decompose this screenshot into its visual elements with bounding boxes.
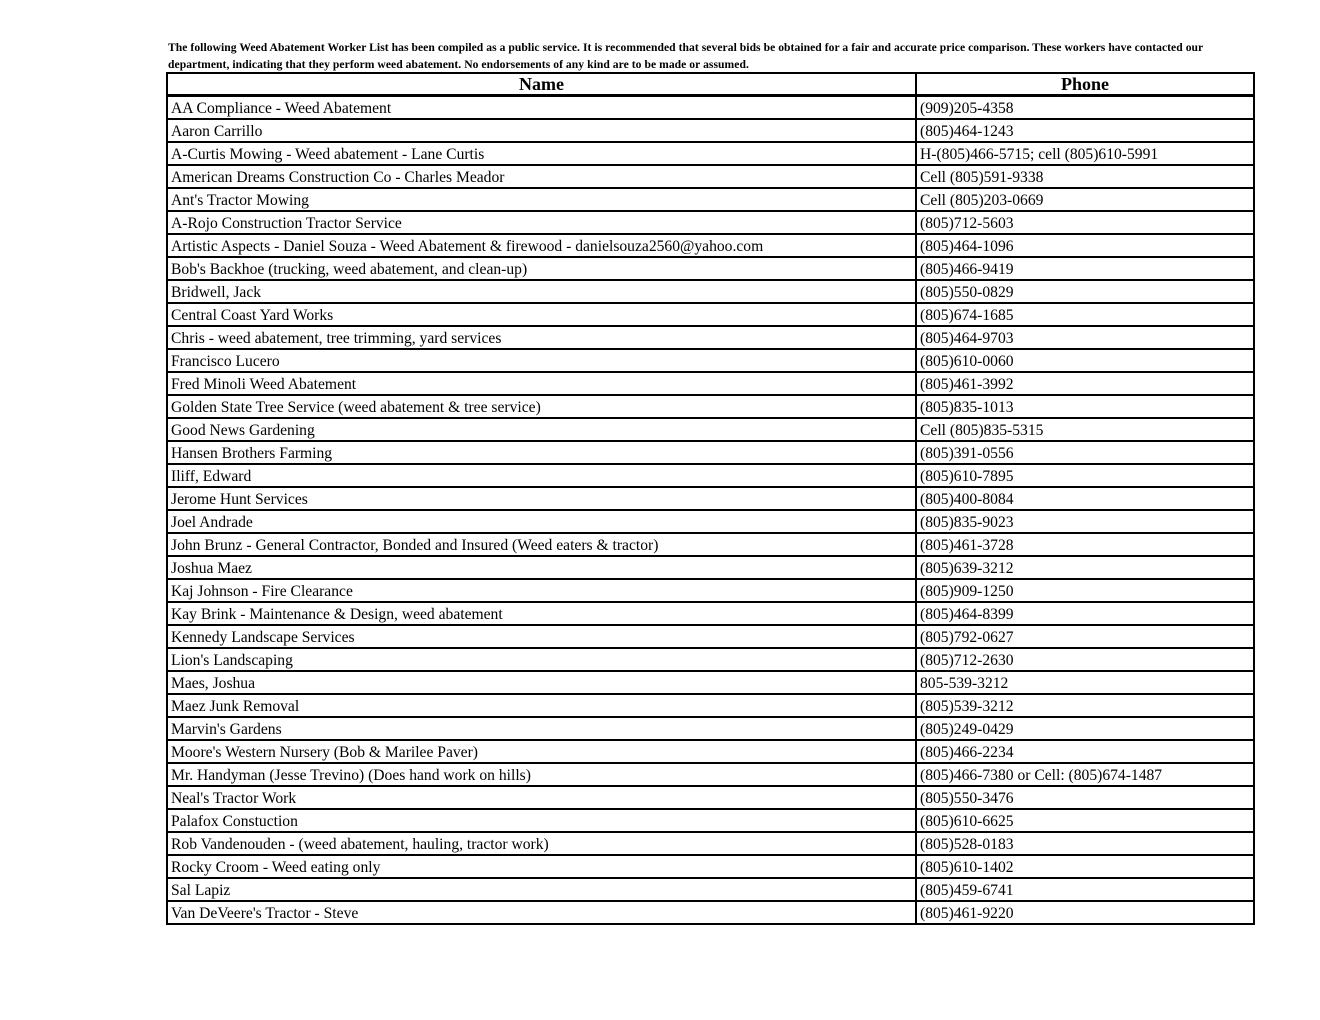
- worker-name-cell: Van DeVeere's Tractor - Steve: [167, 901, 916, 924]
- worker-name-cell: A-Rojo Construction Tractor Service: [167, 211, 916, 234]
- worker-phone-cell: (805)461-9220: [916, 901, 1254, 924]
- worker-name-cell: Bob's Backhoe (trucking, weed abatement, and clean-up): [167, 257, 916, 280]
- table-row: [167, 625, 1254, 648]
- worker-name-cell: Golden State Tree Service (weed abatement & tree service): [167, 395, 916, 418]
- worker-phone-cell: Cell (805)203-0669: [916, 188, 1254, 211]
- worker-name-cell: John Brunz - General Contractor, Bonded and Insured (Weed eaters & tractor): [167, 533, 916, 556]
- worker-name-cell: Lion's Landscaping: [167, 648, 916, 671]
- worker-name-cell: Sal Lapiz: [167, 878, 916, 901]
- worker-phone-cell: (805)835-1013: [916, 395, 1254, 418]
- worker-phone-cell: (805)391-0556: [916, 441, 1254, 464]
- worker-name-cell: Marvin's Gardens: [167, 717, 916, 740]
- table-row: [167, 96, 1254, 120]
- table-row: [167, 211, 1254, 234]
- table-row: [167, 694, 1254, 717]
- worker-phone-cell: (805)835-9023: [916, 510, 1254, 533]
- worker-name-cell: Francisco Lucero: [167, 349, 916, 372]
- table-row: [167, 142, 1254, 165]
- table-row: [167, 464, 1254, 487]
- table-row: [167, 878, 1254, 901]
- table-row: [167, 602, 1254, 625]
- worker-phone-cell: Cell (805)591-9338: [916, 165, 1254, 188]
- worker-phone-cell: (805)466-2234: [916, 740, 1254, 763]
- worker-name-cell: Joshua Maez: [167, 556, 916, 579]
- table-row: [167, 326, 1254, 349]
- table-row: [167, 349, 1254, 372]
- worker-phone-cell: (909)205-4358: [916, 96, 1254, 120]
- worker-phone-cell: H-(805)466-5715; cell (805)610-5991: [916, 142, 1254, 165]
- worker-name-cell: A-Curtis Mowing - Weed abatement - Lane Curtis: [167, 142, 916, 165]
- table-row: [167, 303, 1254, 326]
- worker-list-table: [166, 72, 1255, 925]
- worker-phone-cell: (805)464-1096: [916, 234, 1254, 257]
- table-row: [167, 441, 1254, 464]
- table-row: [167, 855, 1254, 878]
- worker-name-cell: Moore's Western Nursery (Bob & Marilee Paver): [167, 740, 916, 763]
- worker-name-cell: Artistic Aspects - Daniel Souza - Weed Abatement & firewood - danielsouza2560@yahoo.com: [167, 234, 916, 257]
- intro-paragraph: The following Weed Abatement Worker List has been compiled as a public service. It is recommended that several bids be obtained for a fair and accurate price comparison. These workers have contacted our department, indicating that they perform weed abatement. No endorsements of any kind are to be made or assumed.: [168, 41, 1204, 71]
- worker-phone-cell: (805)712-2630: [916, 648, 1254, 671]
- worker-phone-cell: (805)539-3212: [916, 694, 1254, 717]
- worker-name-cell: Bridwell, Jack: [167, 280, 916, 303]
- worker-name-cell: Good News Gardening: [167, 418, 916, 441]
- table-row: [167, 763, 1254, 786]
- worker-phone-cell: (805)249-0429: [916, 717, 1254, 740]
- worker-name-cell: Joel Andrade: [167, 510, 916, 533]
- worker-name-cell: Mr. Handyman (Jesse Trevino) (Does hand work on hills): [167, 763, 916, 786]
- table-row: [167, 556, 1254, 579]
- worker-name-cell: AA Compliance - Weed Abatement: [167, 96, 916, 120]
- worker-phone-cell: (805)550-0829: [916, 280, 1254, 303]
- table-row: [167, 740, 1254, 763]
- worker-name-cell: Hansen Brothers Farming: [167, 441, 916, 464]
- table-row: [167, 487, 1254, 510]
- table-row: [167, 119, 1254, 142]
- worker-phone-cell: 805-539-3212: [916, 671, 1254, 694]
- worker-name-cell: Maes, Joshua: [167, 671, 916, 694]
- table-row: [167, 188, 1254, 211]
- worker-phone-cell: Cell (805)835-5315: [916, 418, 1254, 441]
- worker-phone-cell: (805)674-1685: [916, 303, 1254, 326]
- worker-phone-cell: (805)550-3476: [916, 786, 1254, 809]
- worker-name-cell: Maez Junk Removal: [167, 694, 916, 717]
- worker-phone-cell: (805)461-3728: [916, 533, 1254, 556]
- worker-phone-cell: (805)464-8399: [916, 602, 1254, 625]
- worker-phone-cell: (805)400-8084: [916, 487, 1254, 510]
- worker-phone-cell: (805)464-1243: [916, 119, 1254, 142]
- worker-name-cell: Kaj Johnson - Fire Clearance: [167, 579, 916, 602]
- table-row: [167, 165, 1254, 188]
- table-row: [167, 901, 1254, 924]
- table-header-row: [167, 73, 1254, 96]
- worker-name-cell: Ant's Tractor Mowing: [167, 188, 916, 211]
- table-row: [167, 280, 1254, 303]
- table-row: [167, 372, 1254, 395]
- table-row: [167, 832, 1254, 855]
- name-column-header: Name: [167, 73, 916, 96]
- table-row: [167, 717, 1254, 740]
- worker-name-cell: Jerome Hunt Services: [167, 487, 916, 510]
- worker-name-cell: Aaron Carrillo: [167, 119, 916, 142]
- table-row: [167, 579, 1254, 602]
- worker-phone-cell: (805)610-6625: [916, 809, 1254, 832]
- table-row: [167, 533, 1254, 556]
- worker-name-cell: Chris - weed abatement, tree trimming, yard services: [167, 326, 916, 349]
- worker-phone-cell: (805)639-3212: [916, 556, 1254, 579]
- worker-name-cell: Palafox Constuction: [167, 809, 916, 832]
- table-row: [167, 671, 1254, 694]
- worker-phone-cell: (805)459-6741: [916, 878, 1254, 901]
- worker-name-cell: Kay Brink - Maintenance & Design, weed abatement: [167, 602, 916, 625]
- worker-phone-cell: (805)464-9703: [916, 326, 1254, 349]
- table-row: [167, 648, 1254, 671]
- worker-name-cell: Central Coast Yard Works: [167, 303, 916, 326]
- table-row: [167, 786, 1254, 809]
- table-row: [167, 234, 1254, 257]
- phone-column-header: Phone: [916, 73, 1254, 96]
- worker-name-cell: Fred Minoli Weed Abatement: [167, 372, 916, 395]
- table-row: [167, 395, 1254, 418]
- worker-phone-cell: (805)466-7380 or Cell: (805)674-1487: [916, 763, 1254, 786]
- table-row: [167, 418, 1254, 441]
- worker-phone-cell: (805)792-0627: [916, 625, 1254, 648]
- worker-name-cell: Rocky Croom - Weed eating only: [167, 855, 916, 878]
- table-row: [167, 510, 1254, 533]
- worker-phone-cell: (805)610-7895: [916, 464, 1254, 487]
- worker-phone-cell: (805)610-0060: [916, 349, 1254, 372]
- worker-name-cell: Rob Vandenouden - (weed abatement, hauling, tractor work): [167, 832, 916, 855]
- worker-name-cell: Kennedy Landscape Services: [167, 625, 916, 648]
- worker-name-cell: Iliff, Edward: [167, 464, 916, 487]
- worker-name-cell: Neal's Tractor Work: [167, 786, 916, 809]
- worker-phone-cell: (805)466-9419: [916, 257, 1254, 280]
- worker-phone-cell: (805)610-1402: [916, 855, 1254, 878]
- table-row: [167, 257, 1254, 280]
- table-row: [167, 809, 1254, 832]
- worker-phone-cell: (805)909-1250: [916, 579, 1254, 602]
- worker-name-cell: American Dreams Construction Co - Charles Meador: [167, 165, 916, 188]
- worker-phone-cell: (805)712-5603: [916, 211, 1254, 234]
- table-body: [167, 96, 1254, 925]
- worker-phone-cell: (805)461-3992: [916, 372, 1254, 395]
- worker-phone-cell: (805)528-0183: [916, 832, 1254, 855]
